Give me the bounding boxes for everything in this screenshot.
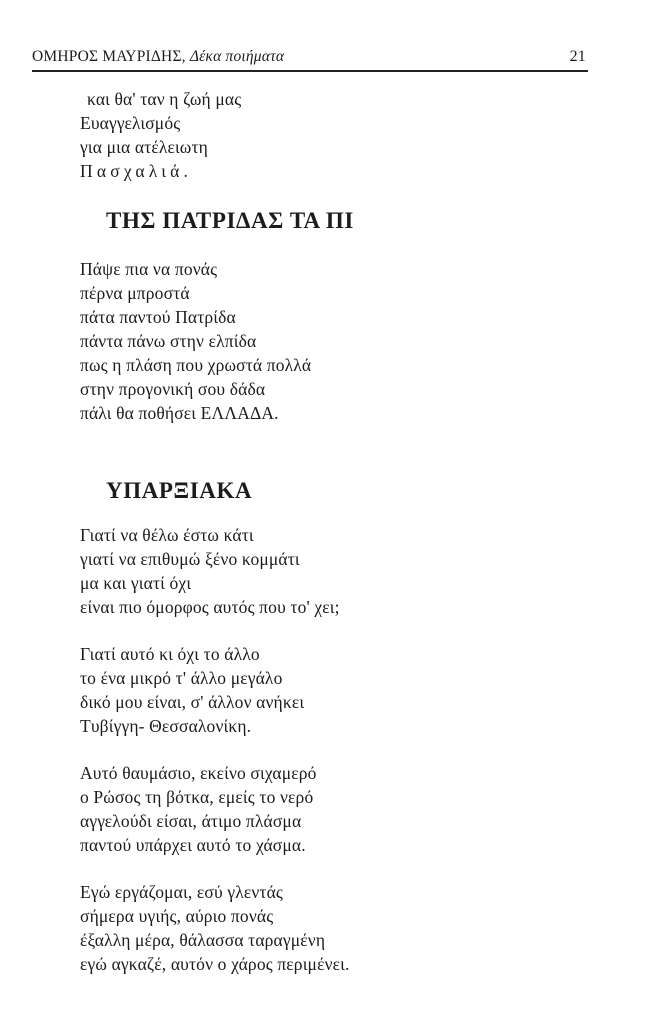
poem-line: Γιατί να θέλω έστω κάτι [80, 525, 254, 545]
header-author: ΟΜΗΡΟΣ ΜΑΥΡΙΔΗΣ, [32, 48, 186, 65]
poem-line: Εγώ εργάζομαι, εσύ γλεντάς [80, 882, 283, 902]
continuation-line: και θα' ταν η ζωή μας [87, 89, 242, 109]
poem-line: πάντα πάνω στην ελπίδα [80, 331, 257, 351]
poem-line: πάτα παντού Πατρίδα [80, 307, 236, 327]
header-book-title: Δέκα ποιήματα [189, 48, 285, 65]
poem-line: πέρνα μπροστά [80, 283, 190, 303]
header-rule [32, 70, 588, 72]
poem-line: Τυβίγγη- Θεσσαλονίκη. [80, 716, 252, 736]
poem-line: αγγελούδι είσαι, άτιμο πλάσμα [80, 811, 302, 831]
poem-line: μα και γιατί όχι [80, 573, 192, 593]
poem-line: έξαλλη μέρα, θάλασσα ταραγμένη [80, 930, 326, 950]
poem-line: σήμερα υγιής, αύριο πονάς [80, 906, 274, 926]
continuation-line: Πασχαλιά. [80, 161, 193, 181]
poem-line: το ένα μικρό τ' άλλο μεγάλο [80, 668, 283, 688]
poem-line: είναι πιο όμορφος αυτός που το' χει; [80, 597, 340, 617]
poem-line: παντού υπάρχει αυτό το χάσμα. [80, 835, 306, 855]
poem-title: ΥΠΑΡΞΙΑΚΑ [106, 478, 253, 503]
poem-line: εγώ αγκαζέ, αυτόν ο χάρος περιμένει. [80, 954, 350, 974]
continuation-line: Ευαγγελισμός [80, 113, 181, 133]
running-header [32, 48, 588, 70]
poem-title: ΤΗΣ ΠΑΤΡΙΔΑΣ ΤΑ ΠΙ [106, 208, 354, 233]
poem-line: γιατί να επιθυμώ ξένο κομμάτι [80, 549, 300, 569]
poem-line: Αυτό θαυμάσιο, εκείνο σιχαμερό [80, 763, 317, 783]
continuation-line: για μια ατέλειωτη [80, 137, 208, 157]
poem-line: Γιατί αυτό κι όχι το άλλο [80, 644, 260, 664]
poem-line: πως η πλάση που χρωστά πολλά [80, 355, 312, 375]
poem-line: δικό μου είναι, σ' άλλον ανήκει [80, 692, 305, 712]
poem-line: ο Ρώσος τη βότκα, εμείς το νερό [80, 787, 314, 807]
poem-line: στην προγονική σου δάδα [80, 379, 266, 399]
poem-line: πάλι θα ποθήσει ΕΛΛΑΔΑ. [80, 403, 279, 423]
poem-line: Πάψε πια να πονάς [80, 259, 218, 279]
page-number: 21 [569, 48, 586, 65]
